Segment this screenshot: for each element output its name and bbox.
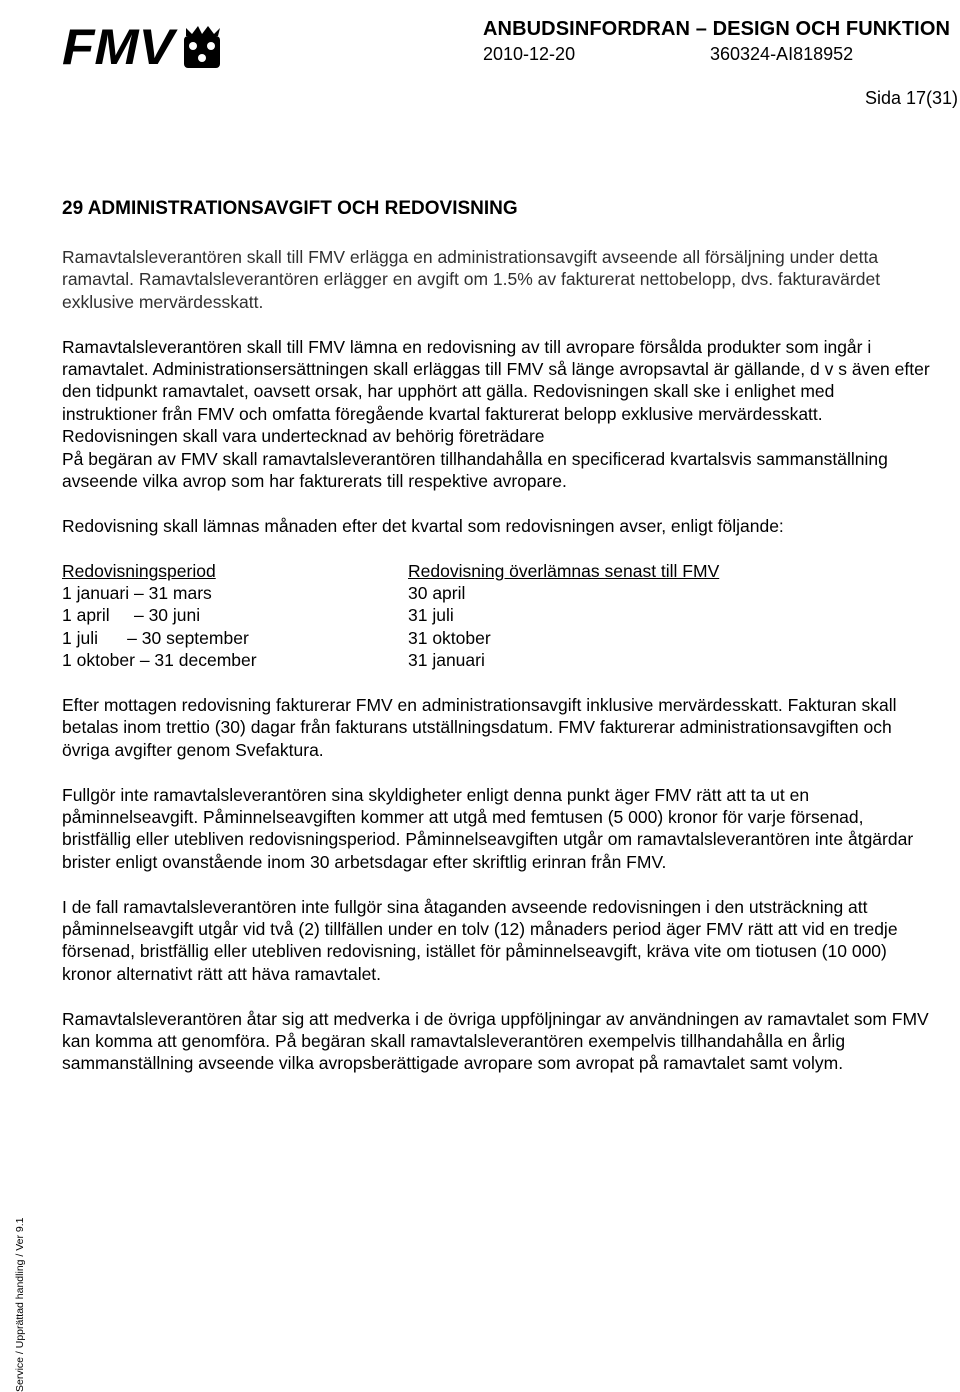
table-row [62, 604, 932, 626]
table-cell-deadline: 31 juli [408, 605, 454, 626]
table-header-row [62, 560, 932, 582]
logo-text: FMV [62, 22, 178, 72]
table-cell-period: 1 januari – 31 mars [62, 583, 212, 604]
table-row [62, 627, 932, 649]
paragraph-fee: Ramavtalsleverantören skall till FMV erlägga en administrationsavgift avseende all försäljning under detta ramavtal. Ramavtalsleverantören erlägger en avgift om 1.5% av fakturerat nettobelopp, dvs. fakturavärdet exklusive mervärdesskatt. [62, 247, 881, 312]
table-header-period: Redovisningsperiod [62, 560, 216, 581]
table-cell-period: 1 oktober – 31 december [62, 650, 257, 671]
section-heading: 29 ADMINISTRATIONSAVGIFT OCH REDOVISNING [62, 198, 518, 219]
document-title: ANBUDSINFORDRAN – DESIGN OCH FUNKTION [483, 18, 951, 40]
side-version-text: Service / Upprättad handling / Ver 9.1 [14, 1217, 26, 1392]
table-cell-deadline: 30 april [408, 583, 466, 604]
document-reference: 360324-AI818952 [710, 44, 854, 64]
paragraph-follow-up: Ramavtalsleverantören åtar sig att medverka i de övriga uppföljningar av användningen av ramavtalet som FMV kan komma att genomföra. På begäran skall ramavtalsleverantören exempelvis tillhandahålla en årlig sammanställning avseende vilka avropsberättigade avropare som avropat på ramavtalet samt volym. [62, 1008, 929, 1074]
crown-emblem-icon [184, 26, 220, 68]
paragraph-reminder-fee: Fullgör inte ramavtalsleverantören sina skyldigheter enligt denna punkt äger FMV rätt att ta ut en påminnelseavgift. Påminnelseavgiften kommer att utgå med femtusen (5 000) kronor för varje försenad, bristfällig eller utebliven redovisningsperiod. Påminnelseavgiften utgår om ramavtalsleverantören inte åtgärdar brister enligt ovanstående inom 30 arbetsdagar efter skriftlig erinran från FMV. [62, 784, 914, 872]
paragraph-compilation: På begäran av FMV skall ramavtalsleverantören tillhandahålla en specificerad kvartalsvis sammanställning avseende vilka avrop som har fakturerats till respektive avropare. [62, 448, 888, 492]
document-date: 2010-12-20 [483, 44, 576, 64]
paragraph-reporting: Ramavtalsleverantören skall till FMV lämna en redovisning av till avropare försålda produkter som ingår i ramavtalet. Administrationsersättningen skall erläggas till FMV så länge avropsavtal är gällande, d v s även efter den tidpunkt ramavtalet, oavsett orsak, har upphört att gälla. Redovisningen skall ske i enlighet med instruktioner från FMV och omfatta föregående kvartal fakturerat belopp exklusive mervärdesskatt. Redovisningen skall vara undertecknad av behörig företrädare [62, 336, 930, 447]
table-header-deadline: Redovisning överlämnas senast till FMV [408, 560, 720, 581]
fmv-logo [62, 22, 230, 72]
reporting-schedule-table [62, 560, 932, 672]
table-row [62, 582, 932, 604]
paragraph-penalty: I de fall ramavtalsleverantören inte fullgör sina åtaganden avseende redovisningen i den utsträckning att påminnelseavgift utgår vid två (2) tillfällen under en tolv (12) månaders period äger FMV rätt att vid en tredje försenad, bristfällig eller utebliven redovisning, istället för påminnelseavgift, kräva vite om tiotusen (10 000) kronor alternativt rätt att häva ramavtalet. [62, 896, 898, 984]
document-body [62, 196, 932, 1075]
table-cell-deadline: 31 januari [408, 650, 485, 671]
table-cell-period: 1 juli – 30 september [62, 627, 249, 648]
page-number: Sida 17(31) [864, 88, 958, 108]
paragraph-invoicing: Efter mottagen redovisning fakturerar FMV en administrationsavgift inklusive mervärdesskatt. Fakturan skall betalas inom trettio (30) dagar från fakturans utställningsdatum. FMV fakturerar administrationsavgiften och övriga avgifter genom Svefaktura. [62, 695, 897, 760]
table-cell-deadline: 31 oktober [408, 627, 491, 648]
paragraph-schedule-intro: Redovisning skall lämnas månaden efter det kvartal som redovisningen avser, enligt följande: [62, 515, 784, 536]
table-row [62, 649, 932, 671]
table-cell-period: 1 april – 30 juni [62, 605, 201, 626]
